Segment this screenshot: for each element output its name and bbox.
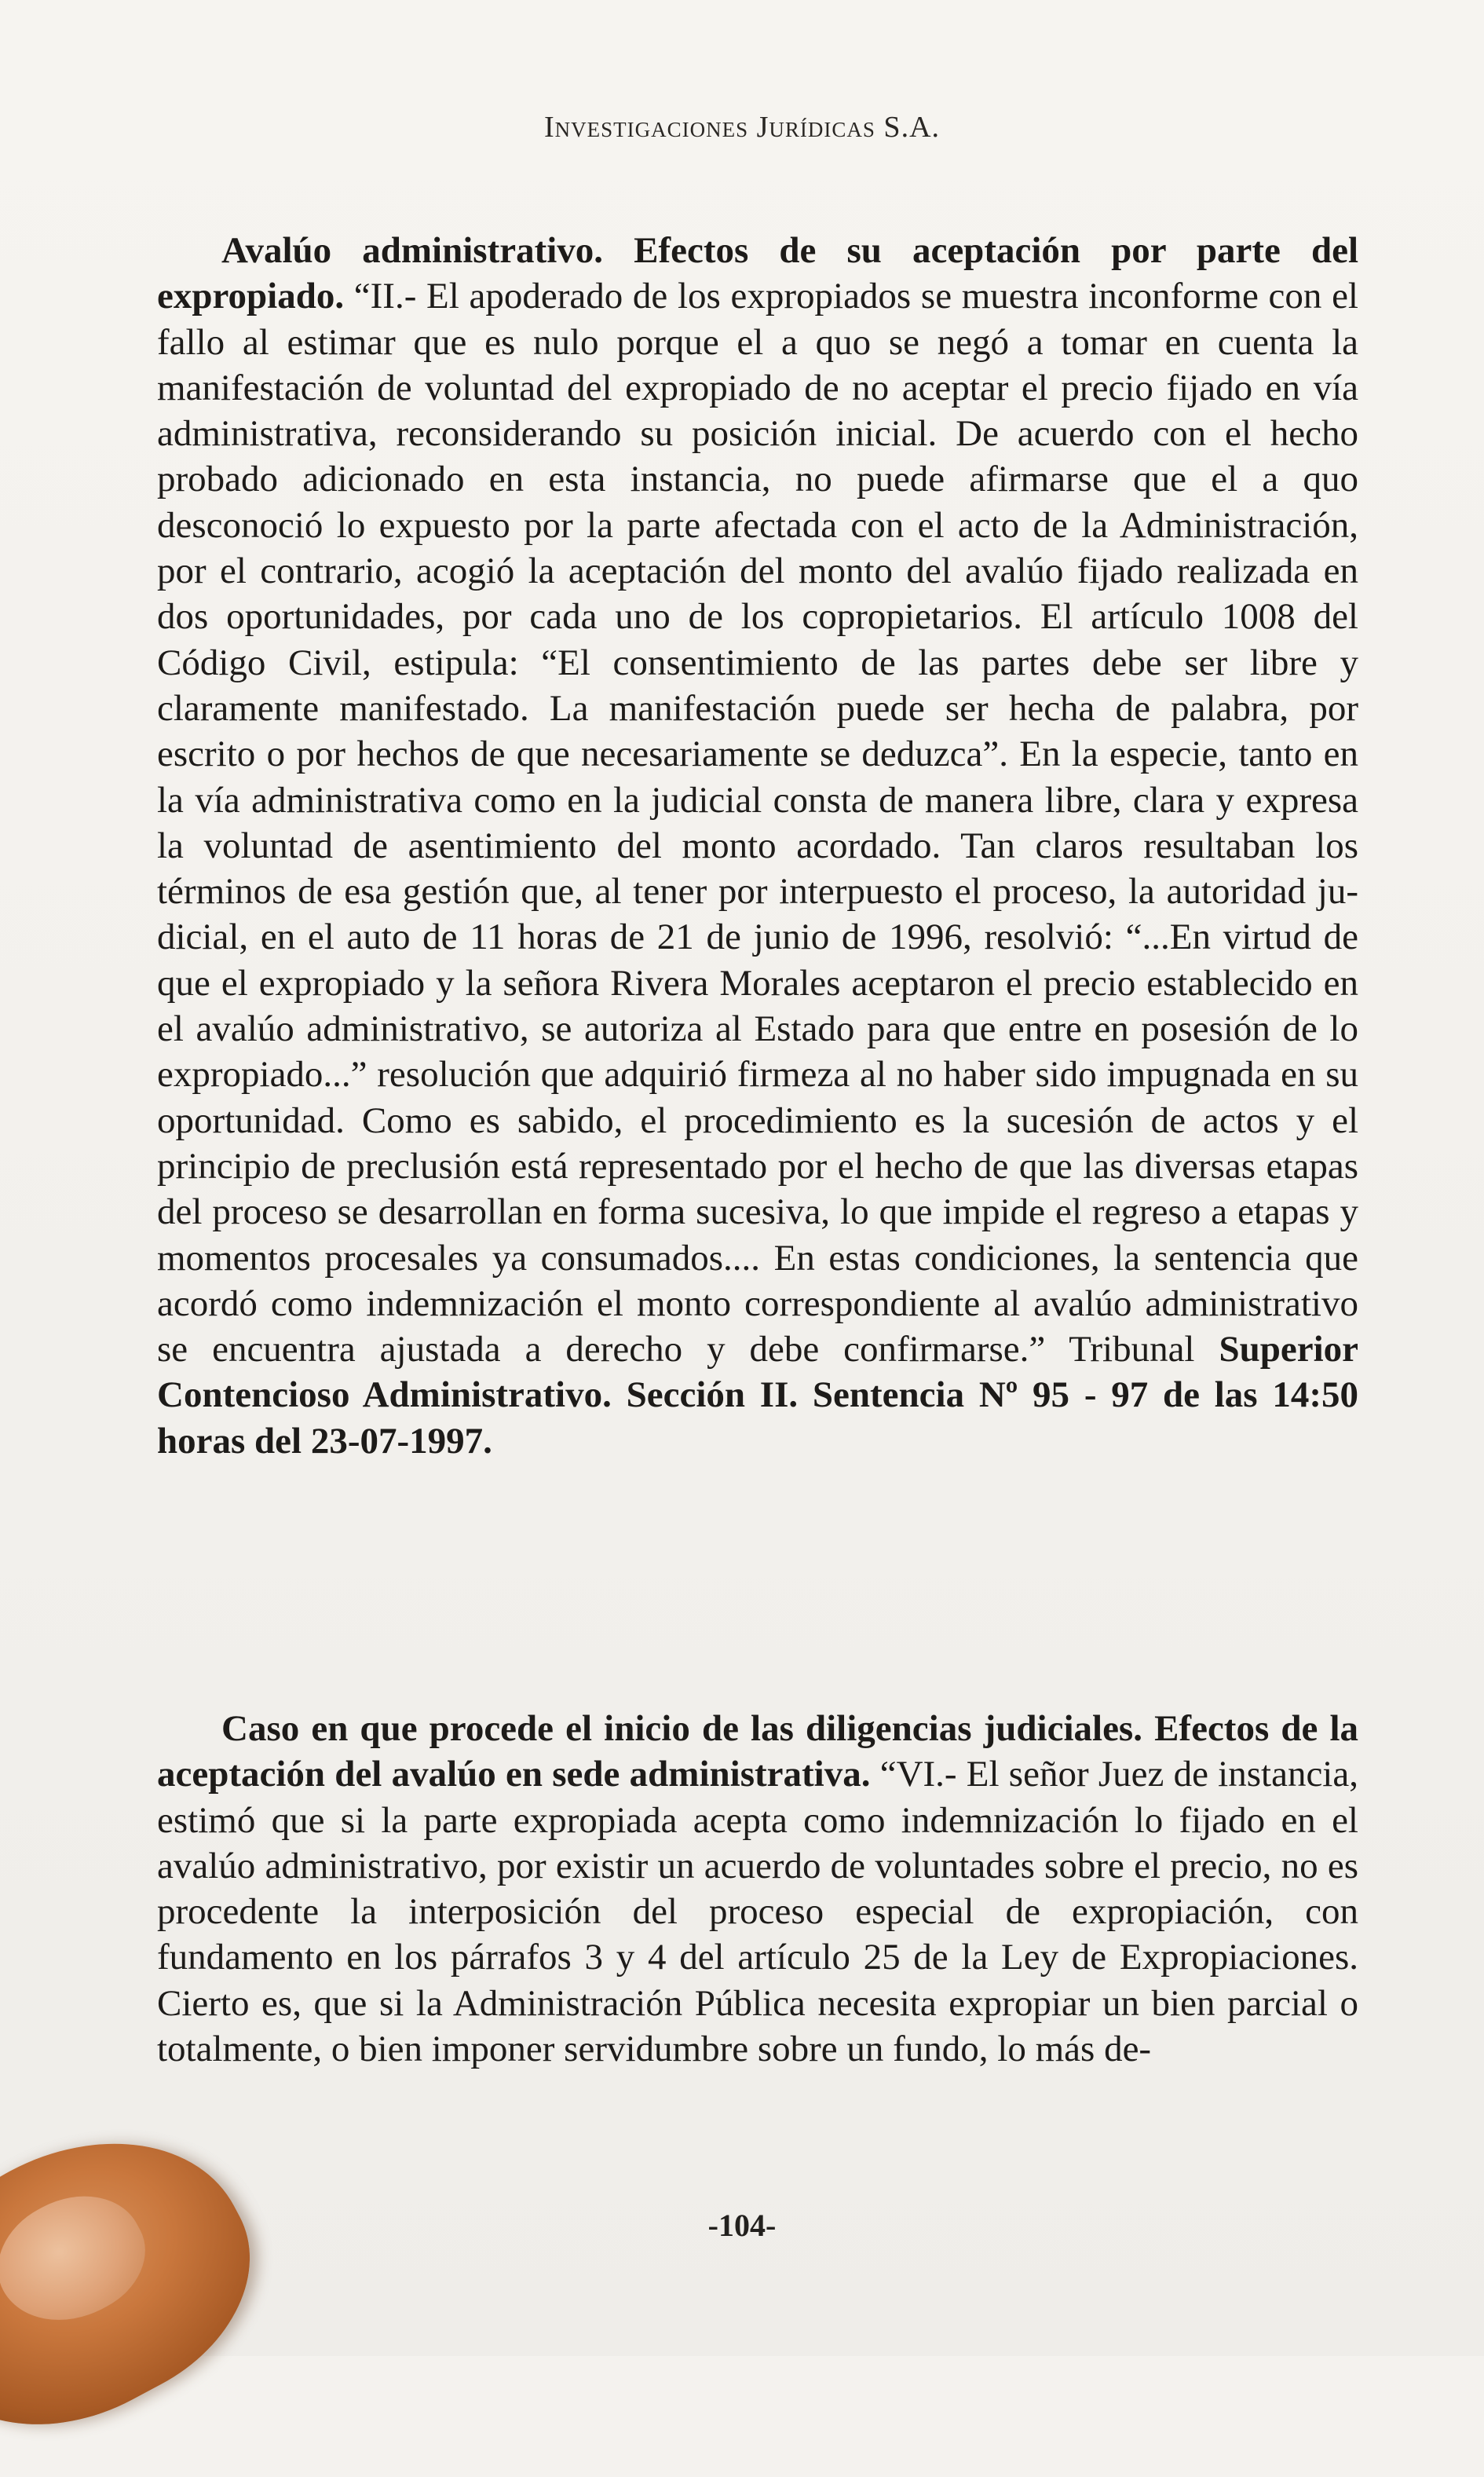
court-citation: Superior Contencioso Administrativo. Sección II. Sentencia Nº 95 - 97 de las 14:50 horas del 23-07-1997. [157, 1329, 1358, 1462]
paragraph [157, 1706, 1358, 2072]
paragraph-body: “VI.- El señor Juez de instancia, estimó que si la parte expropiada acepta como indemnización lo fijado en el avalúo administrativo, por existir un acuerdo de voluntades sobre el precio, no es procedente la interposición del proceso especial de expropiación, con fundamento en los párrafos 3 y 4 del artículo 25 de la Ley de Expropiaciones. Cierto es, que si la Administración Pública necesita expropiar un bien parcial o totalmente, o bien imponer servidumbre sobre un fundo, lo más de- [157, 1754, 1358, 2070]
thumb-photo-artifact [0, 2086, 292, 2477]
section-heading: Avalúo administrativo. Efectos de su aceptación por parte del expropiado. [157, 230, 1358, 317]
thumbnail-highlight [0, 2171, 164, 2346]
page-number: -104- [707, 2208, 777, 2243]
running-head: Investigaciones Jurídicas S.A. [543, 111, 941, 144]
paragraph-body: “II.- El apoderado de los expropiados se muestra inconforme con el fallo al estimar que es nulo porque el a quo se negó a tomar en cuenta la manifestación de voluntad del expropiado de no aceptar el precio fijado en vía administrativa, reconsiderando su posición inicial. De acuerdo con el hecho probado adicionado en esta instancia, no puede afirmarse que el a quo desconoció lo expuesto por la parte afectada con el acto de la Administración, por el contrario, acogió la aceptación del monto del avalúo fijado realizada en dos oportunidades, por cada uno de los copropietarios. El artículo 1008 del Código Civil, estipula: “El consentimiento de las partes debe ser libre y claramente manifestado. La manifestación puede ser hecha de palabra, por escrito o por hechos de que necesariamente se deduzca”. En la especie, tanto en la vía administrativa como en la judicial consta de manera libre, clara y expresa la voluntad de asentimiento del monto acordado. Tan claros resultaban los términos de esa gestión que, al tener por interpuesto el proceso, la autoridad judicial, en el auto de 11 horas de 21 de junio de 1996, resolvió: “...En virtud de que el expropiado y la señora Rivera Morales aceptaron el precio establecido en el avalúo administrativo, se autoriza al Estado para que entre en posesión de lo expropiado...” resolución que adquirió firmeza al no haber sido impugnada en su oportunidad. Como es sabido, el procedimiento es la sucesión de actos y el principio de preclusión está representado por el hecho de que las diversas etapas del proceso se desarrollan en forma sucesiva, lo que impide el regreso a etapas y momentos procesales ya consumados.... En estas condiciones, la sentencia que acordó como indemnización el monto correspondiente al avalúo administrativo se encuentra ajustada a derecho y debe confirmarse.” Tribunal [157, 276, 1358, 1370]
paragraph [157, 228, 1358, 1464]
section-diligencias-judiciales [157, 1706, 1358, 2072]
section-heading: Caso en que procede el inicio de las diligencias judiciales. Efectos de la aceptación del avalúo en sede administrativa. [157, 1708, 1358, 1795]
section-avaluo-administrativo [157, 228, 1358, 1464]
